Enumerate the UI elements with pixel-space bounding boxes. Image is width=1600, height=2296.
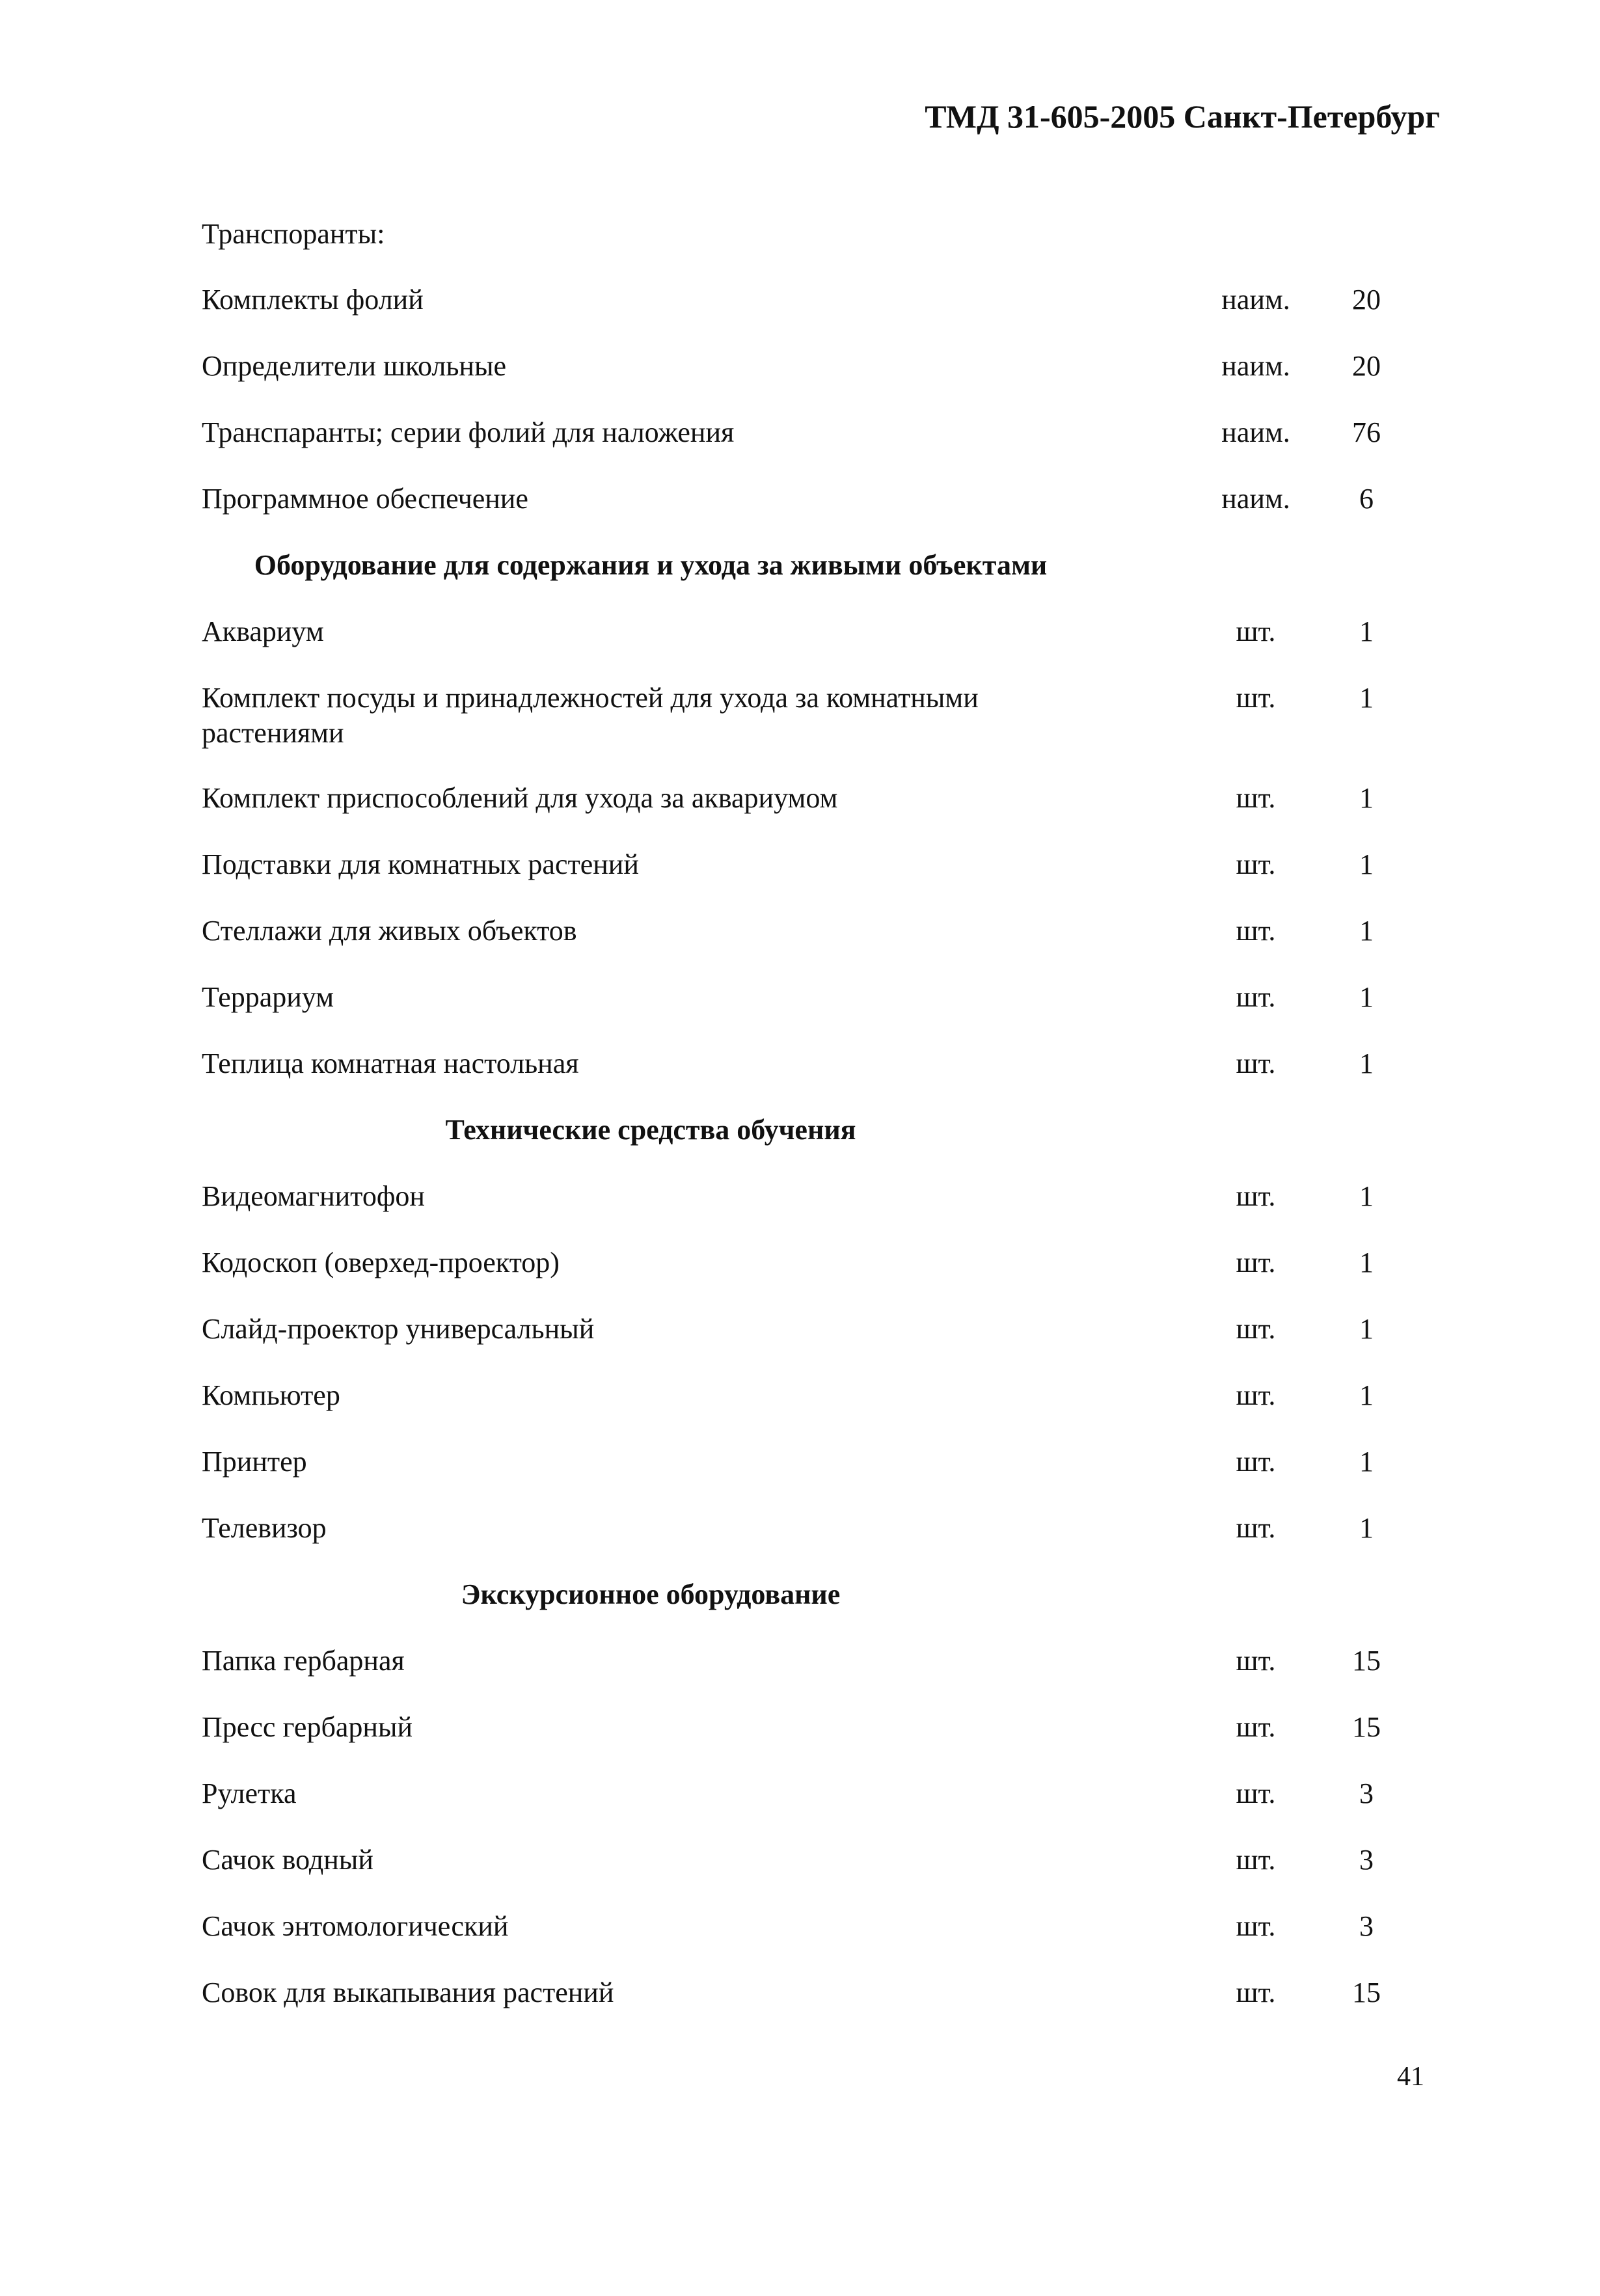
list-item xyxy=(202,1909,1412,1975)
item-name: Папка гербарная xyxy=(202,1645,405,1677)
page-number: 41 xyxy=(1397,2062,1424,2092)
item-quantity: 3 xyxy=(1359,1777,1374,1809)
item-quantity: 1 xyxy=(1359,981,1374,1013)
list-item xyxy=(202,781,1412,847)
list-group-c xyxy=(202,1179,1412,1577)
item-name: Теплица комнатная настольная xyxy=(202,1047,579,1079)
item-unit: шт. xyxy=(1236,848,1276,880)
list-item xyxy=(202,1511,1412,1577)
list-item xyxy=(202,1643,1412,1710)
item-unit: шт. xyxy=(1236,615,1276,647)
item-name: Комплекты фолий xyxy=(202,284,424,316)
item-quantity: 1 xyxy=(1359,1446,1374,1478)
item-unit: шт. xyxy=(1236,1379,1276,1411)
item-name: Аквариум xyxy=(202,615,324,647)
list-item xyxy=(202,980,1412,1046)
item-name: Совок для выкапывания растений xyxy=(202,1977,614,2008)
item-quantity: 1 xyxy=(1359,1247,1374,1278)
item-quantity: 3 xyxy=(1359,1844,1374,1876)
document-header: ТМД 31-605-2005 Санкт-Петербург xyxy=(925,98,1440,135)
list-item xyxy=(202,1444,1412,1511)
item-quantity: 1 xyxy=(1359,1180,1374,1212)
item-name: Комплект посуды и принадлежностей для ухода за комнатными растениями xyxy=(202,682,979,749)
item-quantity: 15 xyxy=(1352,1977,1381,2008)
list-item xyxy=(202,481,1412,548)
item-quantity: 1 xyxy=(1359,1047,1374,1079)
list-item xyxy=(202,1843,1412,1909)
item-name: Транспаранты; серии фолий для наложения xyxy=(202,416,735,448)
item-name: Стеллажи для живых объектов xyxy=(202,915,577,947)
item-name: Комплект приспособлений для ухода за аквариумом xyxy=(202,782,838,814)
list-item xyxy=(202,847,1412,913)
item-unit: шт. xyxy=(1236,1446,1276,1478)
item-name: Слайд-проектор универсальный xyxy=(202,1313,595,1345)
list-item xyxy=(202,1312,1412,1378)
item-unit: наим. xyxy=(1221,350,1290,382)
item-name: Сачок энтомологический xyxy=(202,1910,509,1942)
item-unit: шт. xyxy=(1236,1645,1276,1677)
item-unit: наим. xyxy=(1221,483,1290,515)
item-unit: шт. xyxy=(1236,981,1276,1013)
item-unit: наим. xyxy=(1221,284,1290,316)
item-quantity: 15 xyxy=(1352,1645,1381,1677)
list-item xyxy=(202,1378,1412,1444)
item-quantity: 1 xyxy=(1359,1512,1374,1544)
item-quantity: 1 xyxy=(1359,782,1374,814)
item-quantity: 76 xyxy=(1352,416,1381,448)
item-name: Сачок водный xyxy=(202,1844,373,1876)
list-item xyxy=(202,1179,1412,1245)
item-quantity: 20 xyxy=(1352,350,1381,382)
list-item xyxy=(202,681,1412,781)
item-unit: наим. xyxy=(1221,416,1290,448)
item-name: Подставки для комнатных растений xyxy=(202,848,639,880)
item-quantity: 6 xyxy=(1359,483,1374,515)
item-name: Рулетка xyxy=(202,1777,297,1809)
item-name: Определители школьные xyxy=(202,350,507,382)
item-quantity: 1 xyxy=(1359,915,1374,947)
item-unit: шт. xyxy=(1236,782,1276,814)
document-body xyxy=(202,215,1412,2042)
item-quantity: 1 xyxy=(1359,848,1374,880)
item-name: Пресс гербарный xyxy=(202,1711,413,1743)
list-item xyxy=(202,1975,1412,2042)
item-name: Компьютер xyxy=(202,1379,340,1411)
section-heading-living-objects: Оборудование для содержания и ухода за живыми объектами xyxy=(254,549,1048,581)
item-unit: шт. xyxy=(1236,1512,1276,1544)
list-item xyxy=(202,415,1412,481)
item-name: Принтер xyxy=(202,1446,307,1478)
item-quantity: 20 xyxy=(1352,284,1381,316)
item-name: Телевизор xyxy=(202,1512,327,1544)
item-unit: шт. xyxy=(1236,1844,1276,1876)
item-unit: шт. xyxy=(1236,1777,1276,1809)
item-name: Программное обеспечение xyxy=(202,483,528,515)
list-item xyxy=(202,1776,1412,1843)
item-unit: шт. xyxy=(1236,1977,1276,2008)
list-intro: Транспоранты: xyxy=(202,218,385,250)
item-name: Кодоскоп (оверхед-проектор) xyxy=(202,1247,560,1278)
list-item xyxy=(202,1245,1412,1312)
list-item xyxy=(202,349,1412,415)
item-unit: шт. xyxy=(1236,1910,1276,1942)
item-unit: шт. xyxy=(1236,1313,1276,1345)
list-item xyxy=(202,1046,1412,1113)
item-quantity: 15 xyxy=(1352,1711,1381,1743)
item-quantity: 1 xyxy=(1359,615,1374,647)
list-item xyxy=(202,1710,1412,1776)
item-unit: шт. xyxy=(1236,682,1276,714)
section-heading-excursion: Экскурсионное оборудование xyxy=(461,1578,841,1610)
item-name: Видеомагнитофон xyxy=(202,1180,425,1212)
item-unit: шт. xyxy=(1236,1180,1276,1212)
item-name: Террариум xyxy=(202,981,334,1013)
list-item xyxy=(202,282,1412,349)
item-quantity: 1 xyxy=(1359,1313,1374,1345)
item-unit: шт. xyxy=(1236,1247,1276,1278)
list-item xyxy=(202,614,1412,681)
list-group-a xyxy=(202,282,1412,548)
item-quantity: 1 xyxy=(1359,682,1374,714)
item-quantity: 3 xyxy=(1359,1910,1374,1942)
list-group-d xyxy=(202,1643,1412,2042)
item-quantity: 1 xyxy=(1359,1379,1374,1411)
item-unit: шт. xyxy=(1236,1047,1276,1079)
list-item xyxy=(202,913,1412,980)
section-heading-teaching-aids: Технические средства обучения xyxy=(445,1114,856,1146)
list-group-b xyxy=(202,614,1412,1113)
item-unit: шт. xyxy=(1236,915,1276,947)
item-unit: шт. xyxy=(1236,1711,1276,1743)
